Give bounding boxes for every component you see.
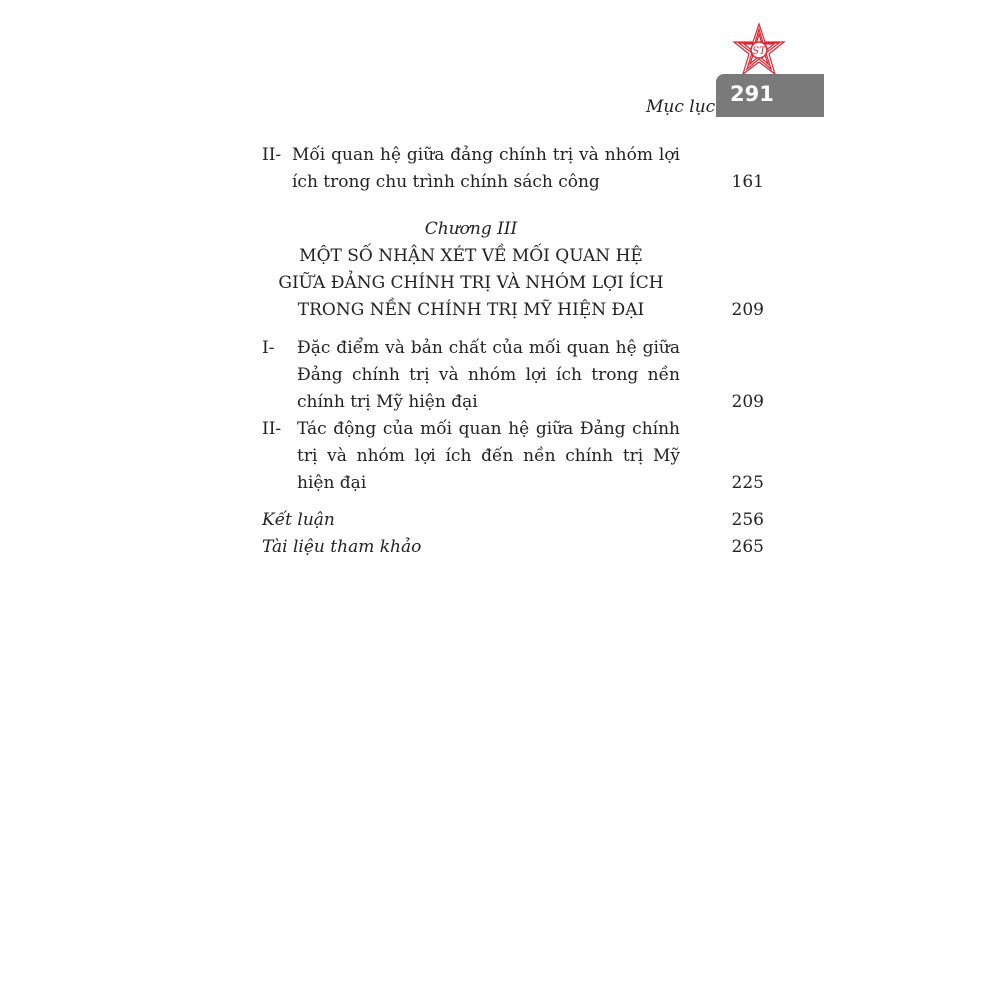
entry-number: II- [262,419,282,439]
chapter-title-line: GIỮA ĐẢNG CHÍNH TRỊ VÀ NHÓM LỢI ÍCH [278,273,664,293]
publisher-star-logo [730,22,788,78]
svg-text:ST: ST [752,46,766,57]
entry-page: 209 [731,392,764,412]
page-number-tab [716,74,824,117]
entry-number: II- [262,145,282,165]
chapter-title-line: TRONG NỀN CHÍNH TRỊ MỸ HIỆN ĐẠI [297,300,645,320]
chapter-page: 209 [731,300,764,320]
entry-title-line: Đặc điểm và bản chất của mối quan hệ giữa [297,338,680,358]
entry-title-line: hiện đại [297,473,367,493]
page-number: 291 [730,82,774,106]
entry-title-line: Tác động của mối quan hệ giữa Đảng chính [297,419,680,439]
entry-number: I- [262,338,275,358]
entry-title-line: ích trong chu trình chính sách công [292,172,600,192]
chapter-title-line: MỘT SỐ NHẬN XÉT VỀ MỐI QUAN HỆ [299,246,643,266]
entry-page: 256 [731,510,764,530]
entry-title-line: trị và nhóm lợi ích đến nền chính trị Mỹ [297,446,680,466]
chapter-label: Chương III [424,219,518,239]
entry-page: 265 [731,537,764,557]
entry-title: Tài liệu tham khảo [262,537,422,557]
entry-title-line: chính trị Mỹ hiện đại [297,392,478,412]
entry-title: Kết luận [262,510,335,530]
running-title: Mục lục [646,97,716,117]
entry-page: 161 [731,172,764,192]
entry-title-line: Mối quan hệ giữa đảng chính trị và nhóm lợi [292,145,680,165]
entry-title-line: Đảng chính trị và nhóm lợi ích trong nền [297,365,680,385]
entry-page: 225 [731,473,764,493]
